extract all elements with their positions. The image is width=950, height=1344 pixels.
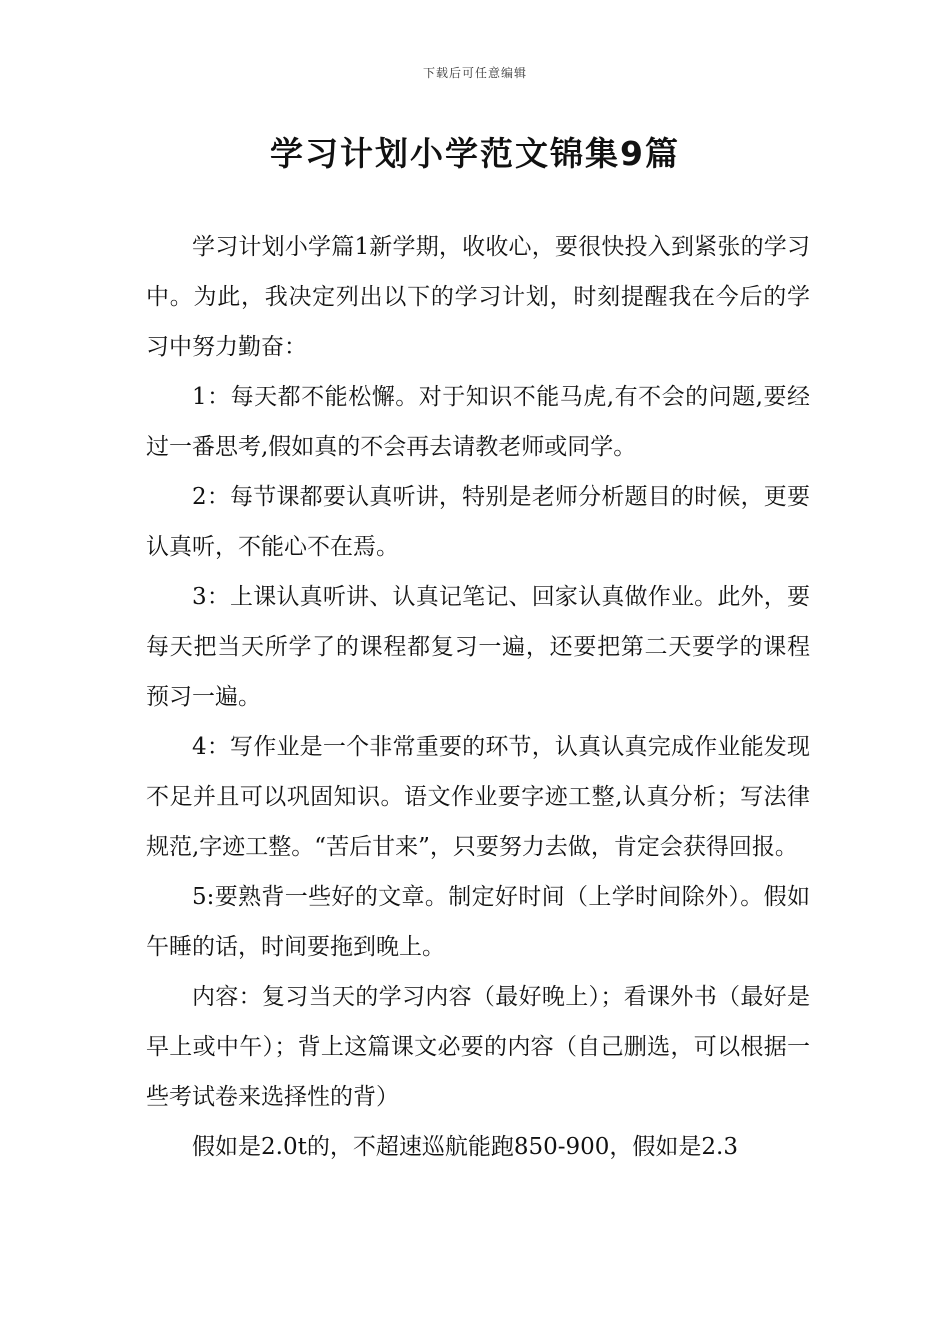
paragraph-intro: 学习计划小学篇1新学期，收收心，要很快投入到紧张的学习中。为此，我决定列出以下的学习计划，时刻提醒我在今后的学习中努力勤奋：	[146, 234, 810, 360]
header-note: 下载后可任意编辑	[422, 66, 527, 80]
paragraph-last: 假如是2.0t的，不超速巡航能跑850-900，假如是2.3	[192, 1134, 738, 1160]
paragraph-item-4: 4：写作业是一个非常重要的环节，认真认真完成作业能发现不足并且可以巩固知识。语文作业要字迹工整,认真分析；写法律规范,字迹工整。“苦后甘来”，只要努力去做，肯定会获得回报。	[146, 734, 810, 860]
paragraph-content: 内容：复习当天的学习内容（最好晚上）；看课外书（最好是早上或中午）；背上这篇课文必要的内容（自己删选，可以根据一些考试卷来选择性的背）	[146, 984, 810, 1110]
document-body	[146, 222, 810, 1172]
paragraph-item-1: 1：每天都不能松懈。对于知识不能马虎,有不会的问题,要经过一番思考,假如真的不会再去请教老师或同学。	[146, 384, 810, 460]
paragraph-item-3: 3：上课认真听讲、认真记笔记、回家认真做作业。此外，要每天把当天所学了的课程都复习一遍，还要把第二天要学的课程预习一遍。	[146, 584, 810, 710]
document-title: 学习计划小学范文锦集9篇	[270, 134, 680, 173]
paragraph-item-2: 2：每节课都要认真听讲，特别是老师分析题目的时候，更要认真听，不能心不在焉。	[146, 484, 810, 560]
paragraph-item-5: 5:要熟背一些好的文章。制定好时间（上学时间除外）。假如午睡的话，时间要拖到晚上。	[146, 884, 810, 960]
